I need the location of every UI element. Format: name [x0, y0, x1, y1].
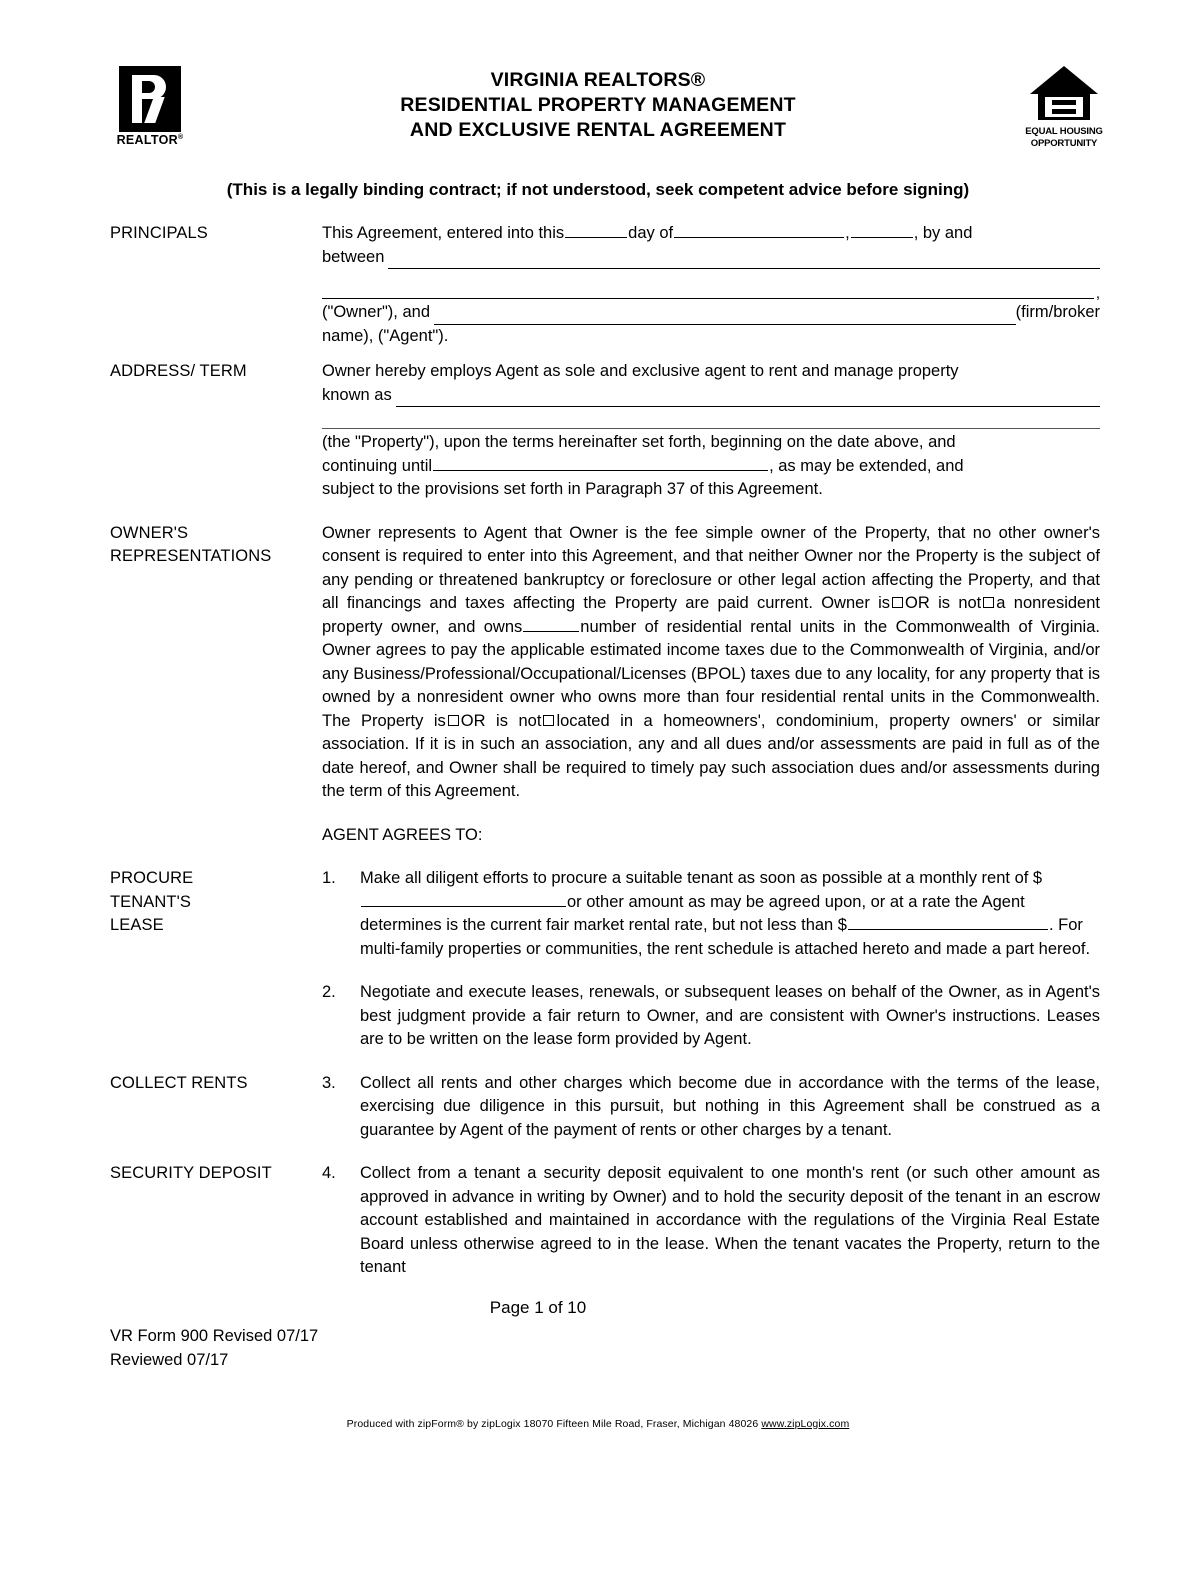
procure-label-3: LEASE — [110, 916, 164, 934]
section-label-collect-rents — [110, 1072, 322, 1096]
equal-housing-line-1: EQUAL HOUSING — [1025, 126, 1103, 137]
agent-agrees-heading: AGENT AGREES TO: — [322, 825, 483, 844]
owners-rep-part-c: a nonresident property owner, and owns — [322, 594, 1100, 636]
address-term-line-3: (the "Property"), upon the terms hereinafter set forth, beginning on the date above, and — [322, 433, 956, 451]
nonresident-owner-no-checkbox[interactable] — [983, 597, 994, 608]
section-label-owners-representations — [110, 522, 322, 569]
principals-line-2 — [322, 246, 1100, 270]
collect-rents-label: COLLECT RENTS — [110, 1073, 248, 1092]
owners-representations-text — [322, 522, 1100, 804]
owners-representations-label-1: OWNER'S — [110, 523, 189, 542]
equal-housing-opportunity-logo — [1018, 64, 1110, 149]
principals-text-c: , — [845, 224, 850, 242]
address-term-known-as: known as — [322, 385, 392, 404]
address-term-line-2 — [322, 384, 1100, 408]
rental-units-count-blank-field[interactable] — [523, 617, 579, 632]
month-blank-field[interactable] — [674, 223, 844, 238]
realtor-logo-text: REALTOR — [116, 133, 178, 147]
day-blank-field[interactable] — [565, 223, 627, 238]
principals-text-a: This Agreement, entered into this — [322, 224, 565, 242]
principals-text — [322, 222, 1100, 348]
principals-text-d: , by and — [913, 224, 973, 242]
form-reviewed-line: Reviewed 07/17 — [110, 1350, 229, 1369]
address-term-extended: , as may be extended, and — [769, 456, 964, 475]
list-number-1: 1. — [322, 869, 336, 887]
procure-part-a: Make all diligent efforts to procure a suitable tenant as soon as possible at a monthly rent of $ — [360, 869, 1043, 887]
title-line-3: AND EXCLUSIVE RENTAL AGREEMENT — [409, 119, 787, 141]
procure-label-1: PROCURE — [110, 869, 194, 887]
section-label-principals — [110, 222, 322, 246]
address-term-text — [322, 360, 1100, 502]
address-term-line-4 — [322, 455, 1100, 479]
section-label-security-deposit — [110, 1162, 322, 1186]
section-procure-tenants-lease — [110, 867, 1100, 961]
document-header — [0, 58, 1196, 178]
title-line-2: RESIDENTIAL PROPERTY MANAGEMENT — [400, 94, 796, 116]
property-address-blank-field[interactable] — [396, 388, 1100, 407]
owners-rep-part-a: Owner represents to Agent that Owner is the fee simple owner of the Property, that no other owner's consent is required to enter into this Agreement, and that neither Owner nor the Property is the subject of any pending or threatened bankruptcy or foreclosure or other legal action affecting the Property, and that all financings and taxes affecting the Property are paid current. Owner is — [322, 523, 1100, 612]
form-revision-line: VR Form 900 Revised 07/17 — [110, 1326, 319, 1345]
principals-line-4: name), ("Agent"). — [322, 326, 449, 345]
section-negotiate-leases — [110, 981, 1100, 1052]
form-metadata — [0, 1324, 1196, 1372]
realtor-logo — [113, 66, 187, 147]
realtor-r-mark-icon — [119, 66, 181, 132]
term-end-blank-field[interactable] — [433, 456, 768, 471]
monthly-rent-blank-field[interactable] — [361, 892, 566, 907]
property-address-blank-field-2[interactable] — [322, 428, 1100, 429]
nonresident-owner-yes-checkbox[interactable] — [892, 597, 903, 608]
owners-rep-part-d: number of residential rental units in the Commonwealth of Virginia. Owner agrees to pay the applicable estimated income taxes due to the Commonwealth of Virginia, and/or any Business/Professional/Occupational/Licenses (BPOL) taxes due to any locality, for any property that is owned by a nonresident owner who owns more than four residential rental units in the Commonwealth. The Property is — [322, 617, 1100, 730]
section-label-address-term — [110, 360, 322, 384]
between-blank-field[interactable] — [388, 250, 1100, 269]
title-line-1: VIRGINIA REALTORS® — [490, 69, 706, 91]
owner-rule-row — [322, 285, 1100, 302]
owners-rep-part-f: located in a homeowners', condominium, property owners' or similar association. If it is in such an association, any and all dues and/or assessments are paid in full as of the date hereof, and Owner shall be required to timely pay such association dues and/or assessments during the term of this Agreement. — [322, 711, 1101, 800]
year-blank-field[interactable] — [851, 223, 913, 238]
document-page — [0, 58, 1196, 1594]
principals-line-3 — [322, 301, 1100, 325]
list-number-3: 3. — [322, 1073, 336, 1092]
procure-label-2: TENANT'S — [110, 892, 191, 911]
principals-owner-and: ("Owner"), and — [322, 303, 430, 321]
realtor-logo-wordmark — [113, 133, 187, 147]
owner-name-blank-field[interactable] — [322, 298, 1094, 299]
binding-contract-note: (This is a legally binding contract; if not understood, seek competent advice before signing) — [226, 180, 970, 199]
principals-label: PRINCIPALS — [110, 224, 208, 242]
section-security-deposit — [110, 1162, 1100, 1280]
address-term-continuing-until: continuing until — [322, 456, 433, 475]
security-deposit-text: Collect from a tenant a security deposit equivalent to one month's rent (or such other amount as approved in advance in writing by Owner) and to hold the security deposit of the tenant in an escrow account established and maintained in accordance with the regulations of the Virginia Real Estate Board unless otherwise agreed to in the lease. When the tenant vacates the Property, return to the tenant — [360, 1164, 1100, 1276]
section-owners-representations — [110, 522, 1100, 804]
principals-line-1 — [322, 222, 1100, 246]
principals-text-b: day of — [628, 224, 674, 242]
owners-rep-part-e: OR is not — [460, 711, 542, 730]
address-term-line-1: Owner hereby employs Agent as sole and exclusive agent to rent and manage property — [322, 362, 959, 380]
section-principals — [110, 222, 1100, 348]
document-body — [0, 222, 1196, 1280]
principals-text-e: between — [322, 247, 385, 266]
ziplogix-link[interactable]: www.zipLogix.com — [761, 1417, 850, 1430]
minimum-rent-blank-field[interactable] — [848, 915, 1048, 930]
owner-line-comma: , — [1095, 285, 1100, 302]
produced-with-text: Produced with zipForm® by zipLogix 18070 Fifteen Mile Road, Fraser, Michigan 48026 — [346, 1417, 762, 1430]
page-number: Page 1 of 10 — [489, 1297, 587, 1317]
association-yes-checkbox[interactable] — [448, 715, 459, 726]
address-term-line-5: subject to the provisions set forth in Paragraph 37 of this Agreement. — [322, 480, 823, 498]
negotiate-leases-text: Negotiate and execute leases, renewals, or subsequent leases on behalf of the Owner, as in Agent's best judgment provide a fair return to Owner, and are consistent with Owner's instructions. Leases are to be written on the lease form provided by Agent. — [360, 983, 1100, 1048]
procure-part-c: . For multi-family properties or communities, the rent schedule is attached hereto and made a part hereof. — [360, 916, 1091, 958]
equal-housing-line-2: OPPORTUNITY — [1030, 137, 1098, 149]
equal-housing-house-icon — [1028, 64, 1100, 126]
section-address-term — [110, 360, 1100, 502]
realtor-logo-registered: ® — [177, 133, 184, 141]
produced-with-notice — [0, 1418, 1196, 1430]
collect-rents-text: Collect all rents and other charges which become due in accordance with the terms of the lease, exercising due diligence in this pursuit, but nothing in this Agreement shall be construed as a guarantee by Agent of the payment of rents or other charges by a tenant. — [360, 1073, 1100, 1139]
address-term-label: ADDRESS/ TERM — [110, 362, 247, 380]
owners-rep-part-b: OR is not — [905, 594, 982, 612]
list-number-4: 4. — [322, 1164, 336, 1182]
procure-tenants-lease-text — [360, 867, 1100, 961]
owners-representations-label-2: REPRESENTATIONS — [110, 547, 272, 565]
association-no-checkbox[interactable] — [543, 715, 554, 726]
procure-part-b: or other amount as may be agreed upon, or at a rate the Agent determines is the current fair market rental rate, but not less than $ — [360, 892, 1025, 934]
agent-firm-blank-field[interactable] — [434, 306, 1016, 325]
principals-firm-broker: (firm/broker — [1015, 303, 1100, 321]
list-number-2: 2. — [322, 983, 336, 1001]
section-label-procure-tenants-lease — [110, 867, 322, 938]
security-deposit-label: SECURITY DEPOSIT — [110, 1164, 272, 1182]
section-collect-rents — [110, 1072, 1100, 1143]
